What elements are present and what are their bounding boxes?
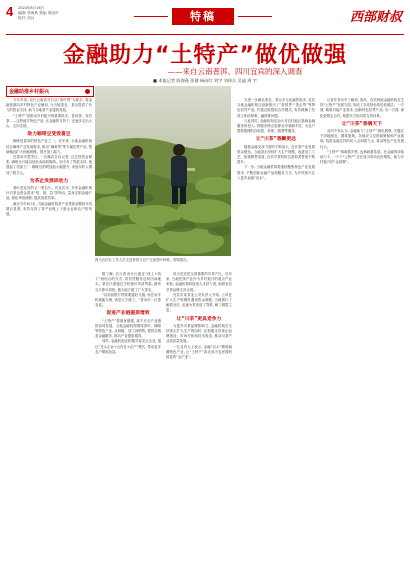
paragraph: 为进一步满足茶农、茶企多元化融资需求, 宜宾当地金融机构还创新推出了“茶园贷”“茶企贷”等特色信贷产品, 并通过政银担合作模式, 有效缓解了经营主体担保难、融资难问题。 [237,98,315,118]
article-column-1 [6,98,92,217]
paragraph: 下一步, 当地金融机构将继续聚焦特色产业发展需求, 不断创新金融产品和服务方式, 为乡村振兴注入更多金融“活水”。 [237,165,315,180]
page-header [6,4,404,35]
paragraph: 在普洱市思茅区, 一位咖农告诉记者, 过去因资金紧张, 咖啡豆只能以低价卖给收购商。如今有了贷款支持, 他建起了初加工厂, 咖啡豆的附加值大幅提升, 家庭年收入增加了数万元。 [6,155,92,175]
paragraph: 记者在采访中了解到, 普洱、宜宾两地金融机构在支持“土特产”发展方面, 形成了各具特色的经验做法。一方面, 精准对接产业需求, 创新特色信贷产品; 另一方面, 深化政银企合作, 构建多方协同的支持体系。 [320,98,404,118]
section-heading: 让“川茶”香满天下 [342,121,382,127]
photo-caption: 图为农信社工作人员走进茶园与农户交流茶叶种植、收购情况。 [95,258,190,262]
paragraph: 宜宾市某茶业公司负责人介绍, 公司在扩大生产规模时遇到资金难题, 当地银行了解情况后, 迅速为其发放了贷款, 解了燃眉之急。 [166,292,232,313]
section-badge: 特稿 [172,8,234,25]
paragraph: 业内专家认为, 金融助力“土特产”做优做强, 关键在于因地制宜、精准施策。各地应立足资源禀赋和产业基础, 找准金融支持的切入点和着力点, 推动特色产业发展壮大。 [320,129,404,149]
section-heading: 让“川茶”香飘更远 [256,137,296,143]
paragraph: 为提升川茶品牌影响力, 金融机构在支持茶企扩大生产的同时, 还积极支持茶企品牌建设、市场开拓和技术改造, 推动川茶产业高质量发展。 [166,323,232,344]
paragraph: 今年年初, 农行云南省分行以“茶叶贷”为抓手, 将金融资源向乡村特色产业倾斜, 为当地茶农、茶企提供了有力的资金支持, 助力当地茶产业蓬勃发展。 [6,98,92,113]
headline: 金融助力“土特产”做优做强 [63,43,347,68]
section-heading: 让“川茶”更具竞争力 [176,316,222,322]
page-number: 4 [6,4,14,19]
article-column-4 [237,98,315,181]
issue-line: 校对: 刘兵 [18,16,35,20]
paragraph: 截至今年6月末, 当地金融机构茶产业贷款余额较年初增长显著, 有效支持了茶产业链上下游企业和农户的发展。 [6,201,92,217]
tea-garden-photo [95,86,231,256]
news-photo [95,86,231,256]
article-column-5 [320,98,404,165]
paragraph: “以前找银行贷款要跑好几趟, 现在用手机就能办理, 真是太方便了。”普洱市一位茶农说。 [95,292,161,308]
section-heading: 为茶企发展添动力 [29,178,69,184]
issue-line: 2024年8月16日 [18,6,45,10]
section-heading: 助力咖啡豆变致富豆 [27,132,71,138]
column-tag [6,86,94,97]
issue-info [18,6,59,21]
article-column-3 [166,272,232,360]
paragraph: 随着金融支持力度的不断加大, 宜宾茶产业发展势头强劲。当地茶企纷纷扩大生产规模、改进加工工艺、拓展销售渠道, 宜宾早茶的知名度和美誉度不断提升。 [237,144,315,165]
paragraph: “土特产”是推动乡村振兴的重要抓手。普洱茶、宜宾茶……这些地方特色产品, 在金融的支持下, 正逐步走出大山、走向全国。 [6,113,92,129]
column-tag-label: 金融助推乡村振兴 [9,89,50,95]
article-column-2 [95,272,161,355]
paragraph: 茶叶是宜宾的又一张名片。在宜宾市, 多家金融机构针对茶企资金需求“短、频、急”的特点, 量身定制金融产品, 简化审批流程, 提高放款效率。 [6,186,92,201]
paragraph: “土特产”承载着乡愁, 也承载着希望。在金融的持续助力下, 一个个“土特产”正在成为带动农民增收、助力乡村振兴的“金招牌”。 [320,149,404,165]
paragraph: 咖啡是普洱的特色产业之一。近年来, 当地金融机构结合咖啡产业发展需求, 推出“咖啡贷”等专属信贷产品, 帮助咖农扩大种植规模、提升加工能力。 [6,139,92,154]
dot-icon [85,89,90,94]
paragraph: “土特产”要做优做强, 离不开全产业链的协同发展。当地金融机构围绕茶叶、咖啡等特色产业, 从种植、加工到销售, 提供全链条金融服务, 推动产业提质增效。 [95,318,161,339]
paragraph: 据了解, 农行普洱分行通过“线上+线下”相结合的方式, 将信贷服务送到田间地头。茶农只需通过手机便可申请贷款, 最快当天即可到账, 极大地方便了广大茶农。 [95,272,161,292]
paragraph: 一位业内人士表示, 金融“活水”精准滴灌特色产业, 让“土特产”真正成为农民增收致富的“金产业”。 [166,344,232,360]
paragraph: 与此同时, 金融机构还加大对农村地区基础金融服务的投入, 将服务网点延伸至乡镇和村庄, 为农户提供便捷的存取款、转账、缴费等服务。 [237,118,315,134]
subtitle: ——来自云南普洱、四川宜宾的深入调查 [167,67,303,76]
newspaper-brand: 西部财叔 [349,10,402,25]
paragraph: 同时, 金融机构还积极对接龙头企业, 通过“龙头企业+合作社+农户”模式, 带动更多农户增收致富。 [95,339,161,354]
section-heading: 促进产业链提质增效 [106,311,150,317]
byline: ■ 本报记者 陈海燕 张健 杨向红 刘宇 刘伟兵 吴迪 周 宇 [153,78,257,83]
issue-line: 编辑: 张海燕 美编: 陈良叶 [18,11,59,15]
paragraph: 四川宜宾是全国重要的早茶产区。近年来, 当地把茶产业作为乡村振兴的重点产业来抓, 金融机构持续加大支持力度, 助推宜宾早茶品牌走向全国。 [166,272,232,292]
